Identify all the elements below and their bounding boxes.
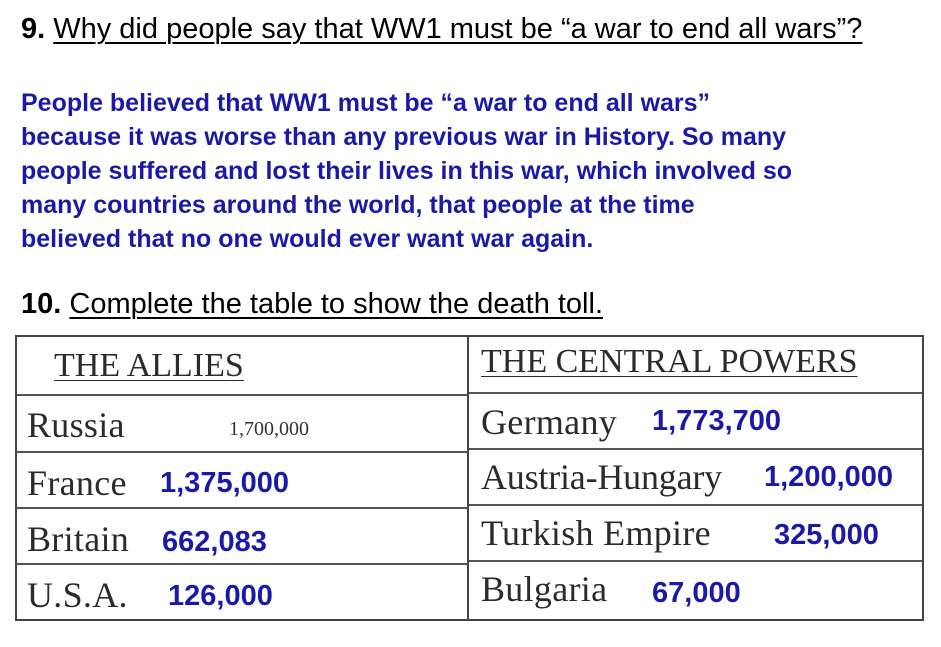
country-name: Germany [481, 402, 618, 442]
central-header: THE CENTRAL POWERS [481, 343, 858, 380]
death-count: 1,375,000 [160, 467, 290, 499]
table-row [17, 396, 467, 453]
table-row [469, 506, 922, 562]
table-row [17, 453, 467, 509]
country-name: France [27, 463, 127, 503]
country-name: Austria-Hungary [481, 457, 722, 497]
answer-line: because it was worse than any previous war in History. So many [21, 123, 787, 151]
table-row [469, 394, 922, 450]
central-powers-column [469, 337, 922, 619]
answer-line: people suffered and lost their lives in this war, which involved so [21, 157, 793, 185]
death-count: 126,000 [168, 580, 273, 612]
death-count: 325,000 [774, 519, 879, 551]
country-name: U.S.A. [27, 575, 128, 615]
death-count: 1,200,000 [764, 461, 894, 493]
death-count: 1,773,700 [652, 405, 782, 437]
answer-line: many countries around the world, that people at the time [21, 191, 695, 219]
question-9-number: 9. [21, 13, 46, 45]
allies-column [17, 337, 469, 619]
death-count: 662,083 [162, 526, 267, 558]
country-name: Bulgaria [481, 569, 608, 609]
table-row [469, 562, 922, 619]
allies-header-cell [17, 337, 467, 396]
question-10 [21, 287, 603, 321]
allies-header: THE ALLIES [54, 347, 244, 384]
death-count: 67,000 [652, 577, 741, 609]
question-10-text: Complete the table to show the death toll. [69, 288, 604, 320]
death-count: 1,700,000 [229, 418, 309, 440]
central-header-cell [469, 337, 922, 394]
table-row [17, 565, 467, 621]
death-toll-table [15, 335, 924, 621]
question-9-text: Why did people say that WW1 must be “a war to end all wars”? [53, 13, 863, 45]
table-row [17, 509, 467, 565]
answer-line: believed that no one would ever want war again. [21, 225, 594, 253]
question-10-number: 10. [21, 288, 62, 320]
question-9 [21, 12, 921, 46]
table-row [469, 450, 922, 506]
country-name: Britain [27, 519, 130, 559]
country-name: Russia [27, 405, 125, 445]
answer-line: People believed that WW1 must be “a war to end all wars” [21, 89, 711, 117]
question-9-answer [21, 86, 931, 256]
country-name: Turkish Empire [481, 513, 711, 553]
